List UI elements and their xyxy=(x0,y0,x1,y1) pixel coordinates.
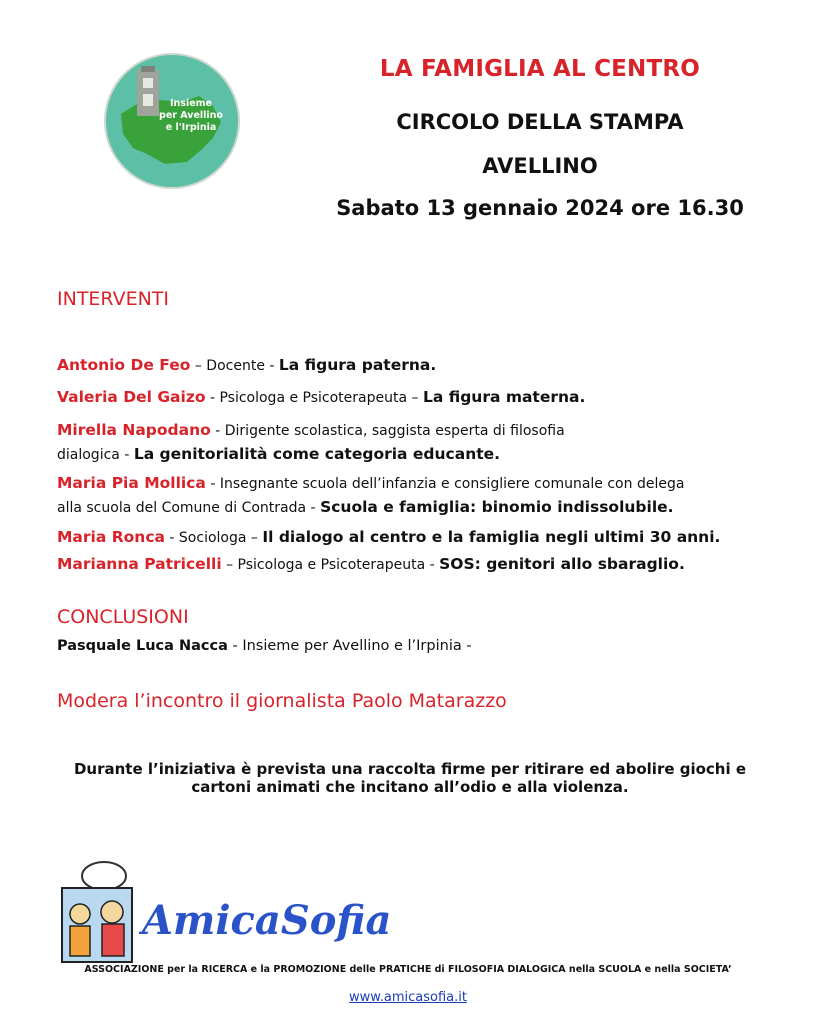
conclusioni-heading: CONCLUSIONI xyxy=(57,606,189,628)
separator: – xyxy=(221,557,238,573)
event-venue: CIRCOLO DELLA STAMPA xyxy=(396,110,684,134)
conclusioni-line xyxy=(57,638,472,654)
moderator-line: Modera l’incontro il giornalista Paolo Matarazzo xyxy=(57,690,507,712)
speaker-topic: SOS: genitori allo sbaraglio. xyxy=(439,555,685,573)
speaker-role-cont: alla scuola del Comune di Contrada xyxy=(57,500,307,516)
speaker-topic: Il dialogo al centro e la famiglia negli ultimi 30 anni. xyxy=(262,528,721,546)
concluding-speaker-role: - Insieme per Avellino e l’Irpinia - xyxy=(227,638,472,654)
event-title: LA FAMIGLIA AL CENTRO xyxy=(379,56,701,82)
speaker-item xyxy=(57,354,777,378)
separator: - xyxy=(306,500,321,516)
speaker-item xyxy=(57,386,777,410)
speaker-topic: La figura paterna. xyxy=(278,356,437,374)
speaker-topic: La genitorialità come categoria educante. xyxy=(133,445,501,463)
speaker-name: Maria Ronca xyxy=(57,528,165,546)
speaker-topic: La figura materna. xyxy=(422,388,586,406)
brand-name-part2: Sofia xyxy=(280,897,392,944)
speaker-name: Mirella Napodano xyxy=(57,421,211,439)
speaker-name: Valeria Del Gaizo xyxy=(57,388,206,406)
speaker-topic: Scuola e famiglia: binomio indissolubile. xyxy=(320,498,674,516)
brand-name-part1: Amica xyxy=(142,897,281,944)
logo-text-line2: per Avellino xyxy=(159,110,223,121)
speaker-item xyxy=(57,526,777,550)
speaker-role: Dirigente scolastica, saggista esperta di filosofia xyxy=(224,423,565,439)
separator: - xyxy=(210,423,225,439)
concluding-speaker-name: Pasquale Luca Nacca xyxy=(57,638,228,654)
event-city: AVELLINO xyxy=(482,154,598,178)
speaker-role: Psicologa e Psicoterapeuta xyxy=(219,390,408,406)
speaker-item xyxy=(57,419,777,467)
speaker-role-cont: dialogica xyxy=(57,447,120,463)
website-link[interactable]: www.amicasofia.it xyxy=(349,990,467,1005)
logo-text-line3: e l'Irpinia xyxy=(165,122,217,133)
petition-note xyxy=(60,760,760,796)
event-date: Sabato 13 gennaio 2024 ore 16.30 xyxy=(336,196,744,220)
speaker-role: Insegnante scuola dell’infanzia e consigliere comunale con delega xyxy=(219,476,685,492)
speaker-item xyxy=(57,472,777,520)
petition-note-line1: Durante l’iniziativa è prevista una raccolta firme per ritirare ed abolire giochi e xyxy=(73,760,747,778)
separator: - xyxy=(205,476,220,492)
separator: – xyxy=(407,390,423,406)
speaker-name: Maria Pia Mollica xyxy=(57,474,206,492)
separator: - xyxy=(119,447,134,463)
petition-note-line2: cartoni animati che incitano all’odio e alla violenza. xyxy=(191,778,629,796)
separator: – xyxy=(190,358,207,374)
amicasofia-logo xyxy=(56,858,392,968)
svg-text:AmicaSofia xyxy=(138,897,391,944)
speaker-role: Docente xyxy=(206,358,265,374)
separator: - xyxy=(425,557,440,573)
separator: - xyxy=(264,358,279,374)
speaker-role: Psicologa e Psicoterapeuta xyxy=(237,557,426,573)
speaker-role: Sociologa xyxy=(178,530,247,546)
separator: – xyxy=(246,530,263,546)
logo-text-line1: Insieme xyxy=(170,98,212,109)
separator: - xyxy=(164,530,179,546)
association-description: ASSOCIAZIONE per la RICERCA e la PROMOZIONE delle PRATICHE di FILOSOFIA DIALOGICA nella SCUOLA e nella SOCIETA’ xyxy=(84,964,732,975)
speaker-name: Antonio De Feo xyxy=(57,356,191,374)
separator: - xyxy=(205,390,220,406)
interventi-heading: INTERVENTI xyxy=(57,288,170,310)
speaker-item xyxy=(57,553,777,577)
speaker-name: Marianna Patricelli xyxy=(57,555,222,573)
organization-logo xyxy=(103,52,241,190)
